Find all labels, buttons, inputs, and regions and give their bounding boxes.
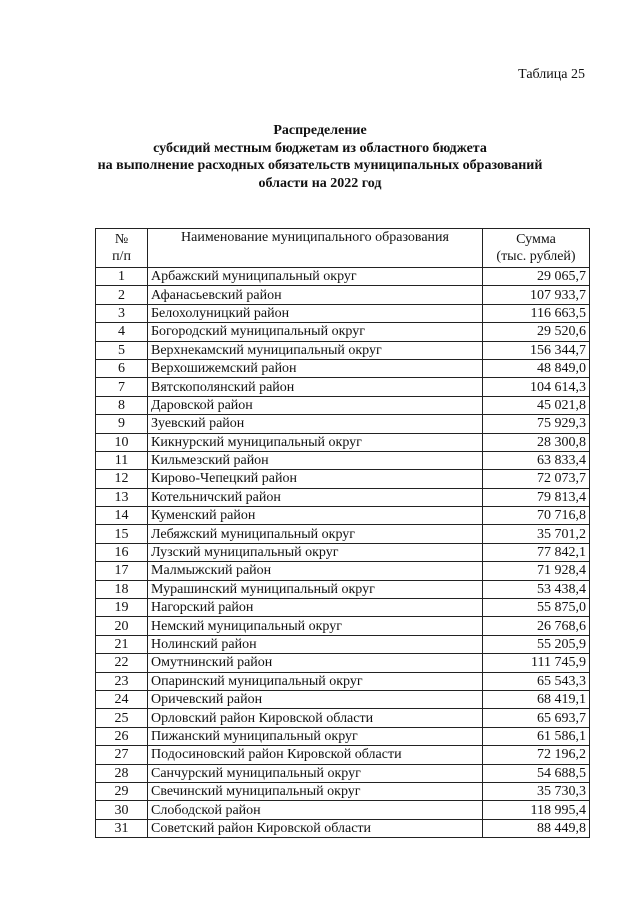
column-header-name: Наименование муниципального образования <box>148 229 483 268</box>
title-line: области на 2022 год <box>258 175 382 191</box>
amount-cell: 26 768,6 <box>483 617 590 635</box>
table-row <box>96 323 590 341</box>
amount-cell: 72 073,7 <box>483 470 590 488</box>
municipality-name-cell: Кильмезский район <box>148 451 483 469</box>
row-number-cell: 26 <box>96 727 148 745</box>
amount-cell: 65 693,7 <box>483 709 590 727</box>
municipality-name-cell: Афанасьевский район <box>148 286 483 304</box>
table-row <box>96 470 590 488</box>
amount-cell: 65 543,3 <box>483 672 590 690</box>
municipality-name-cell: Зуевский район <box>148 415 483 433</box>
municipality-name-cell: Арбажский муниципальный округ <box>148 268 483 286</box>
municipality-name-cell: Богородский муниципальный округ <box>148 323 483 341</box>
header-num-line2: п/п <box>112 249 131 264</box>
municipality-name-cell: Даровской район <box>148 396 483 414</box>
row-number-cell: 4 <box>96 323 148 341</box>
row-number-cell: 12 <box>96 470 148 488</box>
table-row <box>96 727 590 745</box>
municipality-name-cell: Верхнекамский муниципальный округ <box>148 341 483 359</box>
table-row <box>96 672 590 690</box>
table-row <box>96 764 590 782</box>
column-header-sum <box>483 229 590 268</box>
row-number-cell: 27 <box>96 746 148 764</box>
row-number-cell: 8 <box>96 396 148 414</box>
subsidy-table <box>95 228 590 838</box>
municipality-name-cell: Нолинский район <box>148 635 483 653</box>
municipality-name-cell: Оричевский район <box>148 690 483 708</box>
header-sum-line1: Сумма <box>516 232 556 247</box>
table-row <box>96 709 590 727</box>
table-row <box>96 580 590 598</box>
municipality-name-cell: Белохолуницкий район <box>148 304 483 322</box>
title-line: на выполнение расходных обязательств муниципальных образований <box>97 158 543 173</box>
header-sum-line2: (тыс. рублей) <box>496 249 576 264</box>
municipality-name-cell: Санчурский муниципальный округ <box>148 764 483 782</box>
amount-cell: 48 849,0 <box>483 359 590 377</box>
table-header-row <box>96 229 590 268</box>
table-row <box>96 654 590 672</box>
municipality-name-cell: Кирово-Чепецкий район <box>148 470 483 488</box>
amount-cell: 77 842,1 <box>483 543 590 561</box>
row-number-cell: 22 <box>96 654 148 672</box>
municipality-name-cell: Омутнинский район <box>148 654 483 672</box>
amount-cell: 28 300,8 <box>483 433 590 451</box>
table-row <box>96 451 590 469</box>
amount-cell: 116 663,5 <box>483 304 590 322</box>
table-row <box>96 341 590 359</box>
table-row <box>96 433 590 451</box>
municipality-name-cell: Кикнурский муниципальный округ <box>148 433 483 451</box>
table-row <box>96 635 590 653</box>
row-number-cell: 1 <box>96 268 148 286</box>
row-number-cell: 31 <box>96 819 148 837</box>
amount-cell: 88 449,8 <box>483 819 590 837</box>
row-number-cell: 7 <box>96 378 148 396</box>
table-row <box>96 268 590 286</box>
municipality-name-cell: Нагорский район <box>148 599 483 617</box>
table-row <box>96 543 590 561</box>
municipality-name-cell: Свечинский муниципальный округ <box>148 782 483 800</box>
row-number-cell: 16 <box>96 543 148 561</box>
table-row <box>96 801 590 819</box>
row-number-cell: 10 <box>96 433 148 451</box>
title-line: субсидий местным бюджетам из областного бюджета <box>153 140 487 156</box>
row-number-cell: 11 <box>96 451 148 469</box>
amount-cell: 111 745,9 <box>483 654 590 672</box>
title-line: Распределение <box>273 123 367 138</box>
row-number-cell: 5 <box>96 341 148 359</box>
amount-cell: 79 813,4 <box>483 488 590 506</box>
column-header-number <box>96 229 148 268</box>
amount-cell: 35 730,3 <box>483 782 590 800</box>
amount-cell: 54 688,5 <box>483 764 590 782</box>
row-number-cell: 18 <box>96 580 148 598</box>
table-row <box>96 396 590 414</box>
table-row <box>96 507 590 525</box>
table-row <box>96 304 590 322</box>
row-number-cell: 2 <box>96 286 148 304</box>
municipality-name-cell: Верхошижемский район <box>148 359 483 377</box>
municipality-name-cell: Подосиновский район Кировской области <box>148 746 483 764</box>
row-number-cell: 17 <box>96 562 148 580</box>
table-number-label: Таблица 25 <box>518 67 585 82</box>
municipality-name-cell: Слободской район <box>148 801 483 819</box>
amount-cell: 45 021,8 <box>483 396 590 414</box>
table-row <box>96 690 590 708</box>
amount-cell: 35 701,2 <box>483 525 590 543</box>
municipality-name-cell: Лузский муниципальный округ <box>148 543 483 561</box>
amount-cell: 55 875,0 <box>483 599 590 617</box>
municipality-name-cell: Советский район Кировской области <box>148 819 483 837</box>
row-number-cell: 3 <box>96 304 148 322</box>
row-number-cell: 25 <box>96 709 148 727</box>
row-number-cell: 19 <box>96 599 148 617</box>
row-number-cell: 24 <box>96 690 148 708</box>
row-number-cell: 30 <box>96 801 148 819</box>
row-number-cell: 6 <box>96 359 148 377</box>
amount-cell: 71 928,4 <box>483 562 590 580</box>
amount-cell: 156 344,7 <box>483 341 590 359</box>
amount-cell: 53 438,4 <box>483 580 590 598</box>
municipality-name-cell: Котельничский район <box>148 488 483 506</box>
amount-cell: 29 520,6 <box>483 323 590 341</box>
amount-cell: 70 716,8 <box>483 507 590 525</box>
table-row <box>96 562 590 580</box>
amount-cell: 104 614,3 <box>483 378 590 396</box>
amount-cell: 29 065,7 <box>483 268 590 286</box>
municipality-name-cell: Орловский район Кировской области <box>148 709 483 727</box>
row-number-cell: 21 <box>96 635 148 653</box>
table-row <box>96 488 590 506</box>
table-row <box>96 415 590 433</box>
municipality-name-cell: Куменский район <box>148 507 483 525</box>
municipality-name-cell: Опаринский муниципальный округ <box>148 672 483 690</box>
row-number-cell: 15 <box>96 525 148 543</box>
amount-cell: 107 933,7 <box>483 286 590 304</box>
table-body <box>96 268 590 838</box>
municipality-name-cell: Мурашинский муниципальный округ <box>148 580 483 598</box>
header-num-line1: № <box>114 232 129 247</box>
municipality-name-cell: Немский муниципальный округ <box>148 617 483 635</box>
row-number-cell: 29 <box>96 782 148 800</box>
amount-cell: 118 995,4 <box>483 801 590 819</box>
municipality-name-cell: Лебяжский муниципальный округ <box>148 525 483 543</box>
row-number-cell: 9 <box>96 415 148 433</box>
row-number-cell: 20 <box>96 617 148 635</box>
amount-cell: 75 929,3 <box>483 415 590 433</box>
table-row <box>96 746 590 764</box>
table-row <box>96 378 590 396</box>
table-row <box>96 617 590 635</box>
row-number-cell: 28 <box>96 764 148 782</box>
amount-cell: 63 833,4 <box>483 451 590 469</box>
municipality-name-cell: Малмыжский район <box>148 562 483 580</box>
row-number-cell: 14 <box>96 507 148 525</box>
table-row <box>96 819 590 837</box>
row-number-cell: 13 <box>96 488 148 506</box>
municipality-name-cell: Пижанский муниципальный округ <box>148 727 483 745</box>
amount-cell: 55 205,9 <box>483 635 590 653</box>
row-number-cell: 23 <box>96 672 148 690</box>
amount-cell: 68 419,1 <box>483 690 590 708</box>
amount-cell: 72 196,2 <box>483 746 590 764</box>
table-row <box>96 782 590 800</box>
table-row <box>96 359 590 377</box>
table-row <box>96 286 590 304</box>
table-row <box>96 525 590 543</box>
table-row <box>96 599 590 617</box>
document-title <box>0 122 640 192</box>
amount-cell: 61 586,1 <box>483 727 590 745</box>
municipality-name-cell: Вятскополянский район <box>148 378 483 396</box>
